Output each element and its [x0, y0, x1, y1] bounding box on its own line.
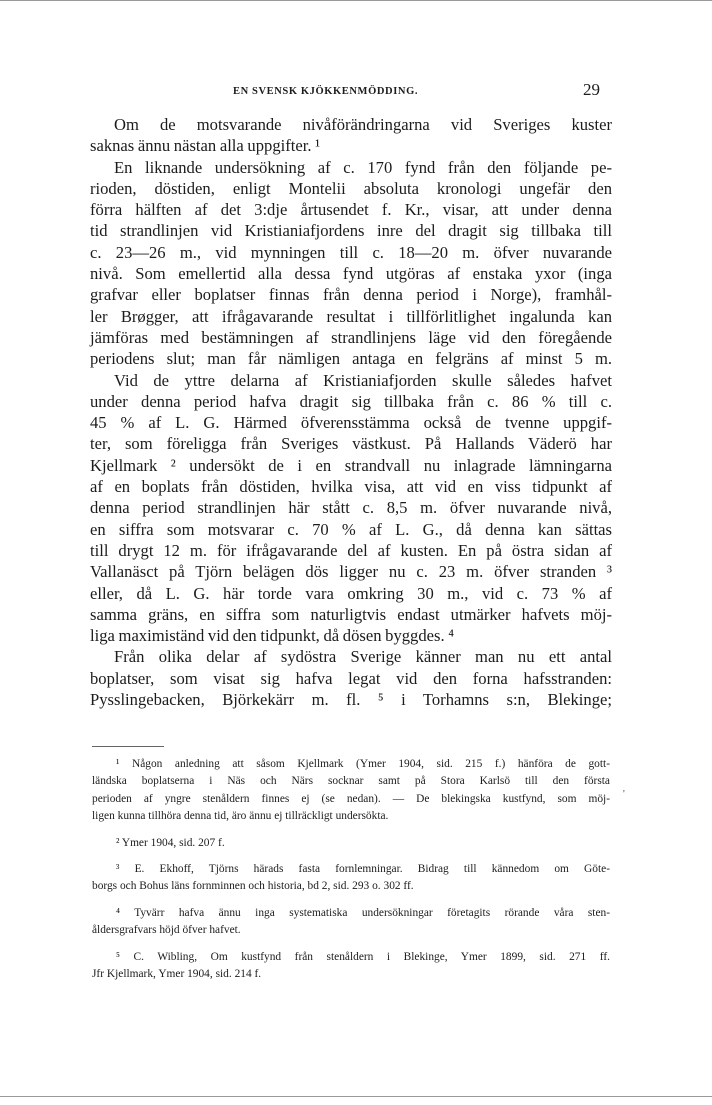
footnote-line: ⁵ C. Wibling, Om kustfynd från stenåldern i Blekinge, Ymer 1899, sid. 271 ff. — [116, 950, 610, 963]
body-line: Vid de yttre delarna af Kristianiafjorden skulle således hafvet — [114, 370, 612, 390]
footnote-5 — [92, 949, 610, 984]
footnote-line: perioden af yngre stenåldern finnes ej (se nedan). — De blekingska kustfynd, som möj- — [92, 792, 610, 805]
body-line: c. 23—26 m., vid mynningen till c. 18—20 m. öfver nuvarande — [90, 242, 612, 262]
body-line: jämföras med bestämningen af strandlinjens läge vid den föregående — [90, 327, 612, 347]
footnote-line: ¹ Någon anledning att såsom Kjellmark (Ymer 1904, sid. 215 f.) hänföra de gott- — [116, 758, 610, 770]
footnote-line: ² Ymer 1904, sid. 207 f. — [116, 836, 225, 849]
footnote-2 — [92, 835, 610, 852]
footnote-line: borgs och Bohus läns fornminnen och historia, bd 2, sid. 293 o. 302 ff. — [92, 880, 414, 893]
body-line: Om de motsvarande nivåförändringarna vid Sveriges kuster — [114, 115, 612, 134]
footnote-4 — [92, 905, 610, 940]
body-line: till drygt 12 m. för ifrågavarande del af kusten. En på östra sidan af — [90, 540, 612, 560]
body-line: saknas ännu nästan alla uppgifter. ¹ — [90, 136, 321, 156]
footnote-line: ligen kunna tillhöra denna tid, äro ännu ej tillräckligt undersökta. — [92, 810, 389, 823]
running-head: EN SVENSK KJÖKKENMÖDDING. — [233, 86, 419, 97]
footnotes — [92, 756, 610, 992]
body-line: tid strandlinjen vid Kristianiafjordens inre del dragit sig tillbaka till — [90, 221, 612, 241]
body-line: boplatser, som visat sig hafva legat vid den forna hafsstranden: — [90, 668, 612, 688]
body-line: en siffra som motsvarar c. 70 % af L. G., då denna kan sättas — [90, 519, 612, 539]
body-line: Från olika delar af sydöstra Sverige känner man nu ett antal — [114, 647, 612, 667]
footnote-3 — [92, 861, 610, 896]
body-line: Vallanäsct på Tjörn belägen dös ligger nu c. 23 m. öfver stranden ³ — [90, 562, 612, 582]
body-line: af en boplats från döstiden, hvilka visa, att vid en viss tidpunkt af — [90, 477, 612, 497]
margin-mark: ' — [623, 789, 625, 800]
body-line: liga maximiständ vid den tidpunkt, då dösen byggdes. ⁴ — [90, 626, 455, 646]
footnote-line: ³ E. Ekhoff, Tjörns härads fasta fornlemningar. Bidrag till kännedom om Göte- — [116, 862, 610, 875]
body-line: rioden, döstiden, enligt Montelii absoluta kronologi ungefär den — [90, 178, 612, 198]
body-line: ler Brøgger, att ifrågavarande resultat i tillförlitlighet ingalunda kan — [90, 306, 612, 326]
body-line: nivå. Som emellertid alla dessa fynd utgöras af enstaka yxor (inga — [90, 264, 612, 284]
body-line: En liknande undersökning af c. 170 fynd från den följande pe- — [114, 157, 612, 177]
body-line: 45 % af L. G. Härmed öfverensstämma också de tvenne uppgif- — [90, 413, 612, 433]
body-line: eller, då L. G. här torde vara omkring 30 m., vid c. 73 % af — [90, 583, 612, 603]
body-line: Kjellmark ² undersökt de i en strandvall nu inlagrade lämningarna — [90, 455, 612, 475]
bottom-edge-line — [0, 1096, 712, 1097]
footnote-line: ländska boplatserna i Näs och Närs socknar samt på Stora Karlsö till den första — [92, 775, 610, 788]
footnote-1 — [92, 756, 610, 826]
body-line: ter, som föreligga från Sveriges västkust. På Hallands Väderö har — [90, 434, 612, 454]
top-edge-line — [0, 0, 712, 1]
body-line: samma gräns, en siffra som naturligtvis endast utmärker hafvets möj- — [90, 604, 612, 624]
body-text — [90, 114, 612, 710]
body-line: grafvar eller boplatser finnas från denna period i Norge), framhål- — [90, 285, 612, 305]
body-line: förra hälften af det 3:dje årtusendet f. Kr., visar, att under denna — [90, 200, 612, 220]
body-line: under denna period hafva dragit sig tillbaka från c. 86 % till c. — [90, 391, 612, 411]
body-line: periodens slut; man får nämligen antaga en felgräns af minst 5 m. — [90, 349, 612, 369]
footnote-line: ⁴ Tyvärr hafva ännu inga systematiska undersökningar företagits rörande våra sten- — [116, 906, 610, 919]
footnote-line: Jfr Kjellmark, Ymer 1904, sid. 214 f. — [92, 967, 262, 980]
body-line: denna period strandlinjen här stått c. 8,5 m. öfver nuvarande nivå, — [90, 498, 612, 518]
footnote-line: åldersgrafvars höjd öfver hafvet. — [92, 924, 241, 937]
page-number: 29 — [583, 80, 600, 99]
body-line: Pysslingebacken, Björkekärr m. fl. ⁵ i Torhamns s:n, Blekinge; — [90, 690, 612, 710]
footnote-divider — [92, 746, 164, 747]
